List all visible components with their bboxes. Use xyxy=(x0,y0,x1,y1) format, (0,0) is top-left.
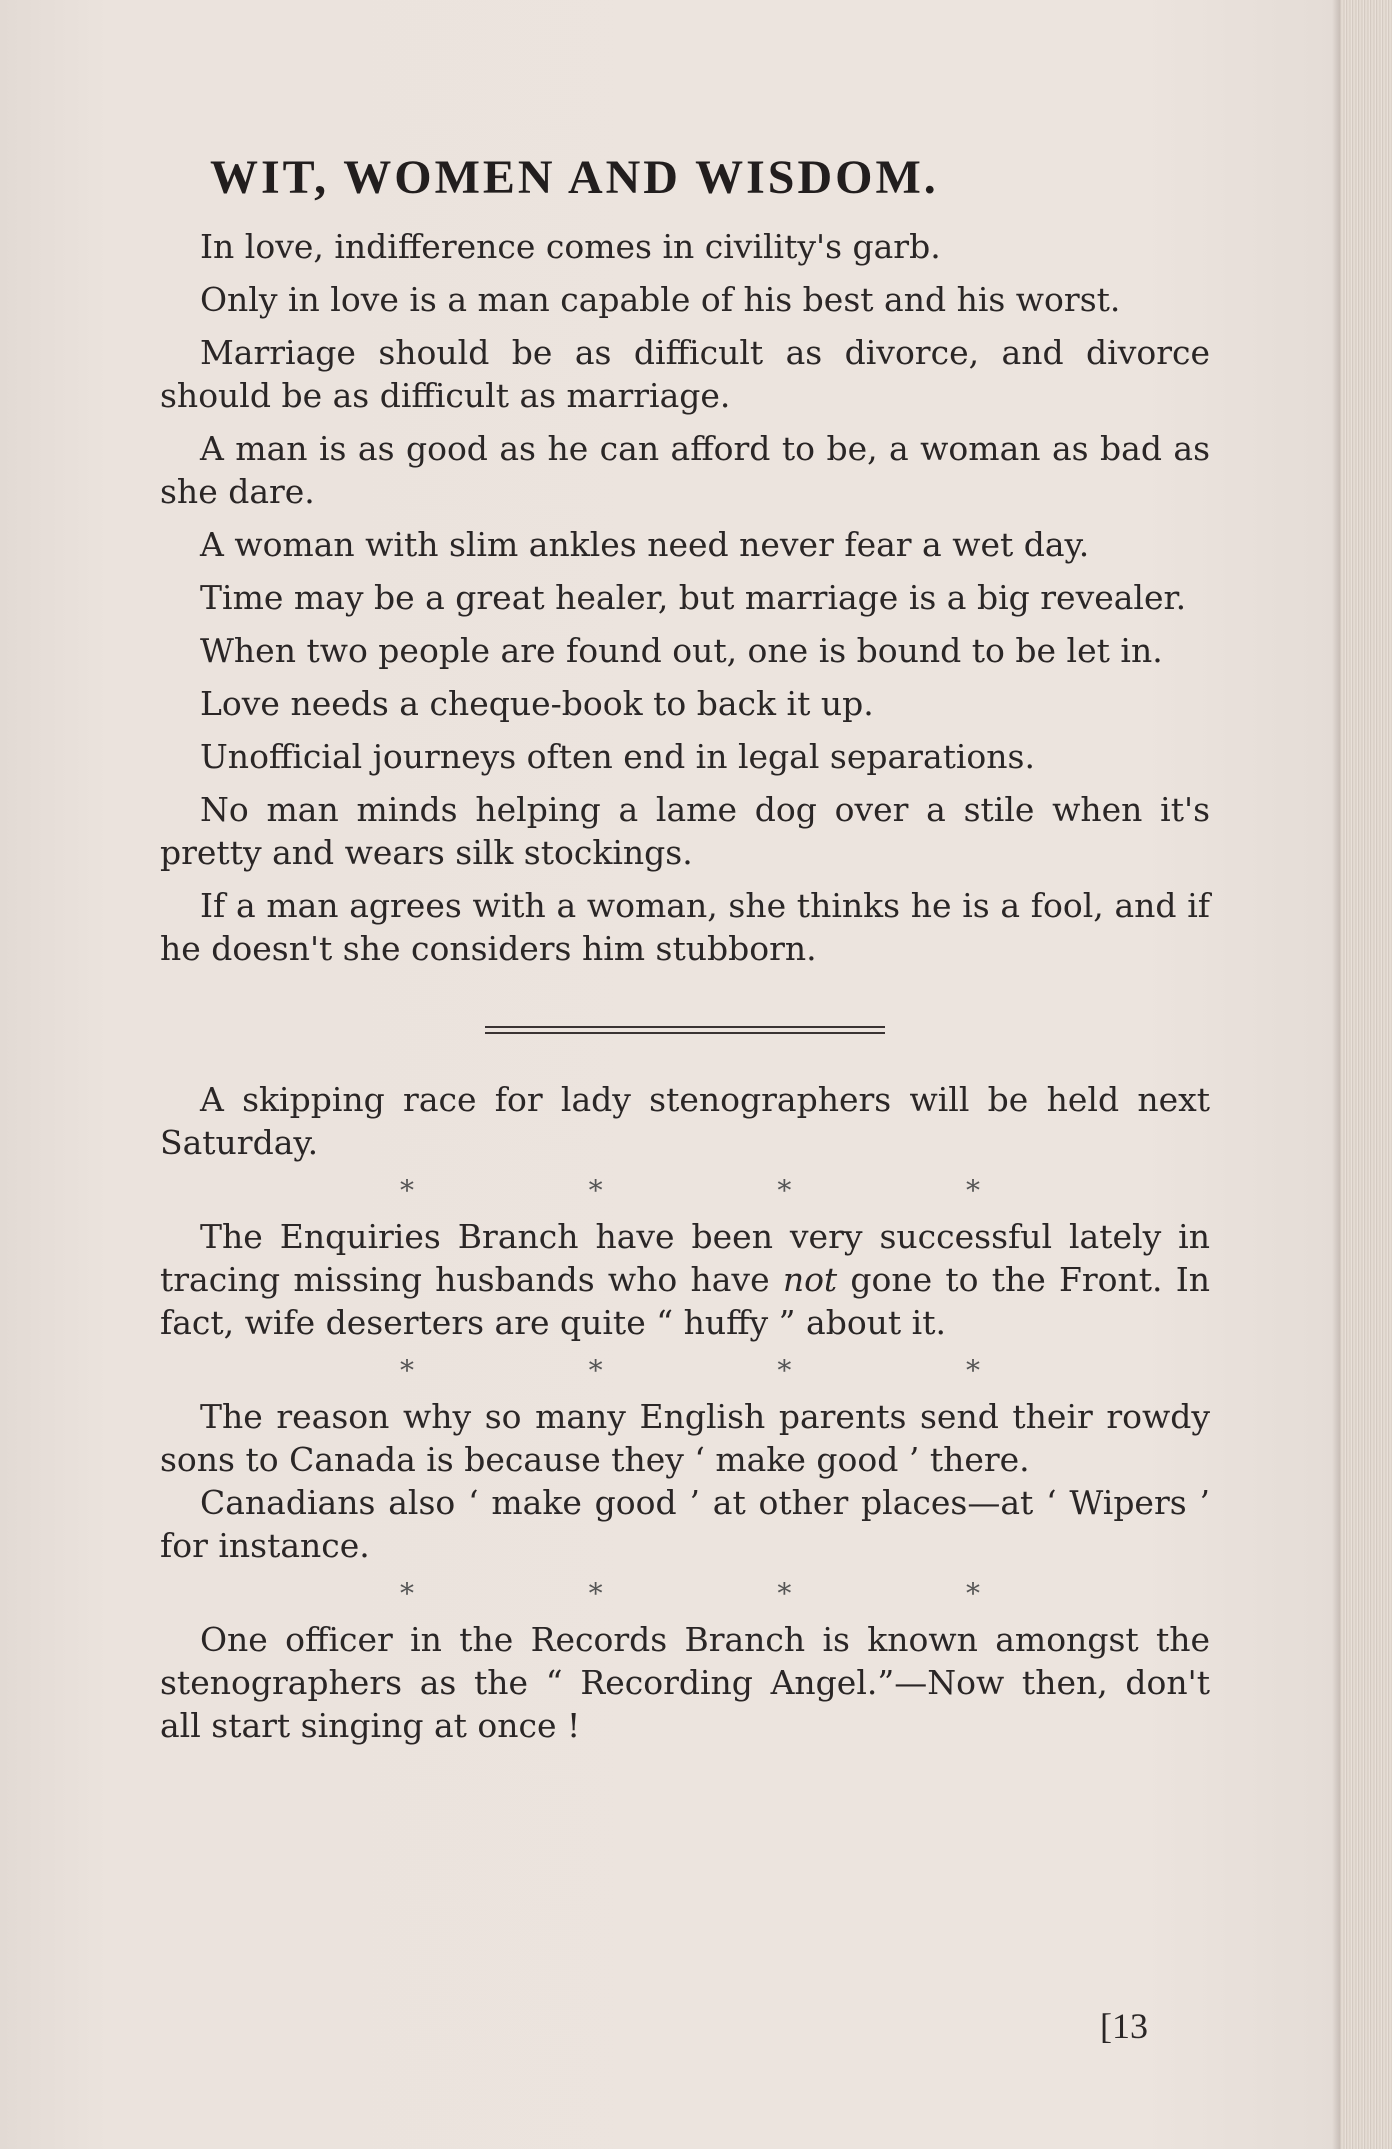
asterism xyxy=(400,1174,980,1207)
saying: If a man agrees with a woman, she thinks he is a fool, and if he doesn't she considers him stubborn. xyxy=(160,886,1210,968)
sayings-list xyxy=(160,225,1210,970)
note-skipping-race: A skipping race for lady stenographers will be held next Saturday. xyxy=(160,1080,1210,1162)
saying: Love needs a cheque-book to back it up. xyxy=(200,684,874,723)
saying: In love, indifference comes in civility's garb. xyxy=(200,227,941,266)
star: * xyxy=(588,1174,603,1207)
book-page-edges xyxy=(1340,0,1392,2149)
note-text: The Enquiries Branch have been very successful lately in tracing missing husbands who have xyxy=(160,1217,1210,1299)
page-number: [13 xyxy=(1100,2006,1148,2046)
star: * xyxy=(965,1577,980,1610)
asterism xyxy=(400,1354,980,1387)
note-recording-angel: One officer in the Records Branch is known amongst the stenographers as the “ Recording Angel.”—Now then, don't all start singing at once ! xyxy=(160,1620,1210,1745)
page-title: WIT, WOMEN AND WISDOM. xyxy=(210,151,939,204)
saying: When two people are found out, one is bound to be let in. xyxy=(200,631,1163,670)
page-content xyxy=(160,150,1210,1757)
saying: Marriage should be as difficult as divorce, and divorce should be as difficult as marriage. xyxy=(160,333,1210,415)
star: * xyxy=(777,1174,792,1207)
asterism xyxy=(400,1577,980,1610)
saying: A woman with slim ankles need never fear a wet day. xyxy=(200,525,1090,564)
note-canada-reason: The reason why so many English parents send their rowdy sons to Canada is because they ‘ make good ’ there. xyxy=(160,1397,1210,1479)
note-canadians-wipers: Canadians also ‘ make good ’ at other places—at ‘ Wipers ’ for instance. xyxy=(160,1483,1210,1565)
saying: Unofficial journeys often end in legal separations. xyxy=(200,737,1035,776)
star: * xyxy=(400,1174,414,1207)
saying: A man is as good as he can afford to be, a woman as bad as she dare. xyxy=(160,429,1210,511)
star: * xyxy=(965,1174,980,1207)
star: * xyxy=(777,1354,792,1387)
saying: Time may be a great healer, but marriage is a big revealer. xyxy=(200,578,1187,617)
star: * xyxy=(400,1577,414,1610)
star: * xyxy=(777,1577,792,1610)
note-enquiries-branch xyxy=(160,1215,1210,1344)
star: * xyxy=(588,1577,603,1610)
section-divider xyxy=(485,1026,885,1034)
star: * xyxy=(965,1354,980,1387)
note-text: gone to the Front. In fact, wife deserters are quite “ huffy ” about it. xyxy=(160,1260,1210,1342)
star: * xyxy=(400,1354,414,1387)
saying: Only in love is a man capable of his best and his worst. xyxy=(200,280,1121,319)
saying: No man minds helping a lame dog over a stile when it's pretty and wears silk stockings. xyxy=(160,790,1210,872)
star: * xyxy=(588,1354,603,1387)
emphasis-not: not xyxy=(782,1260,838,1299)
